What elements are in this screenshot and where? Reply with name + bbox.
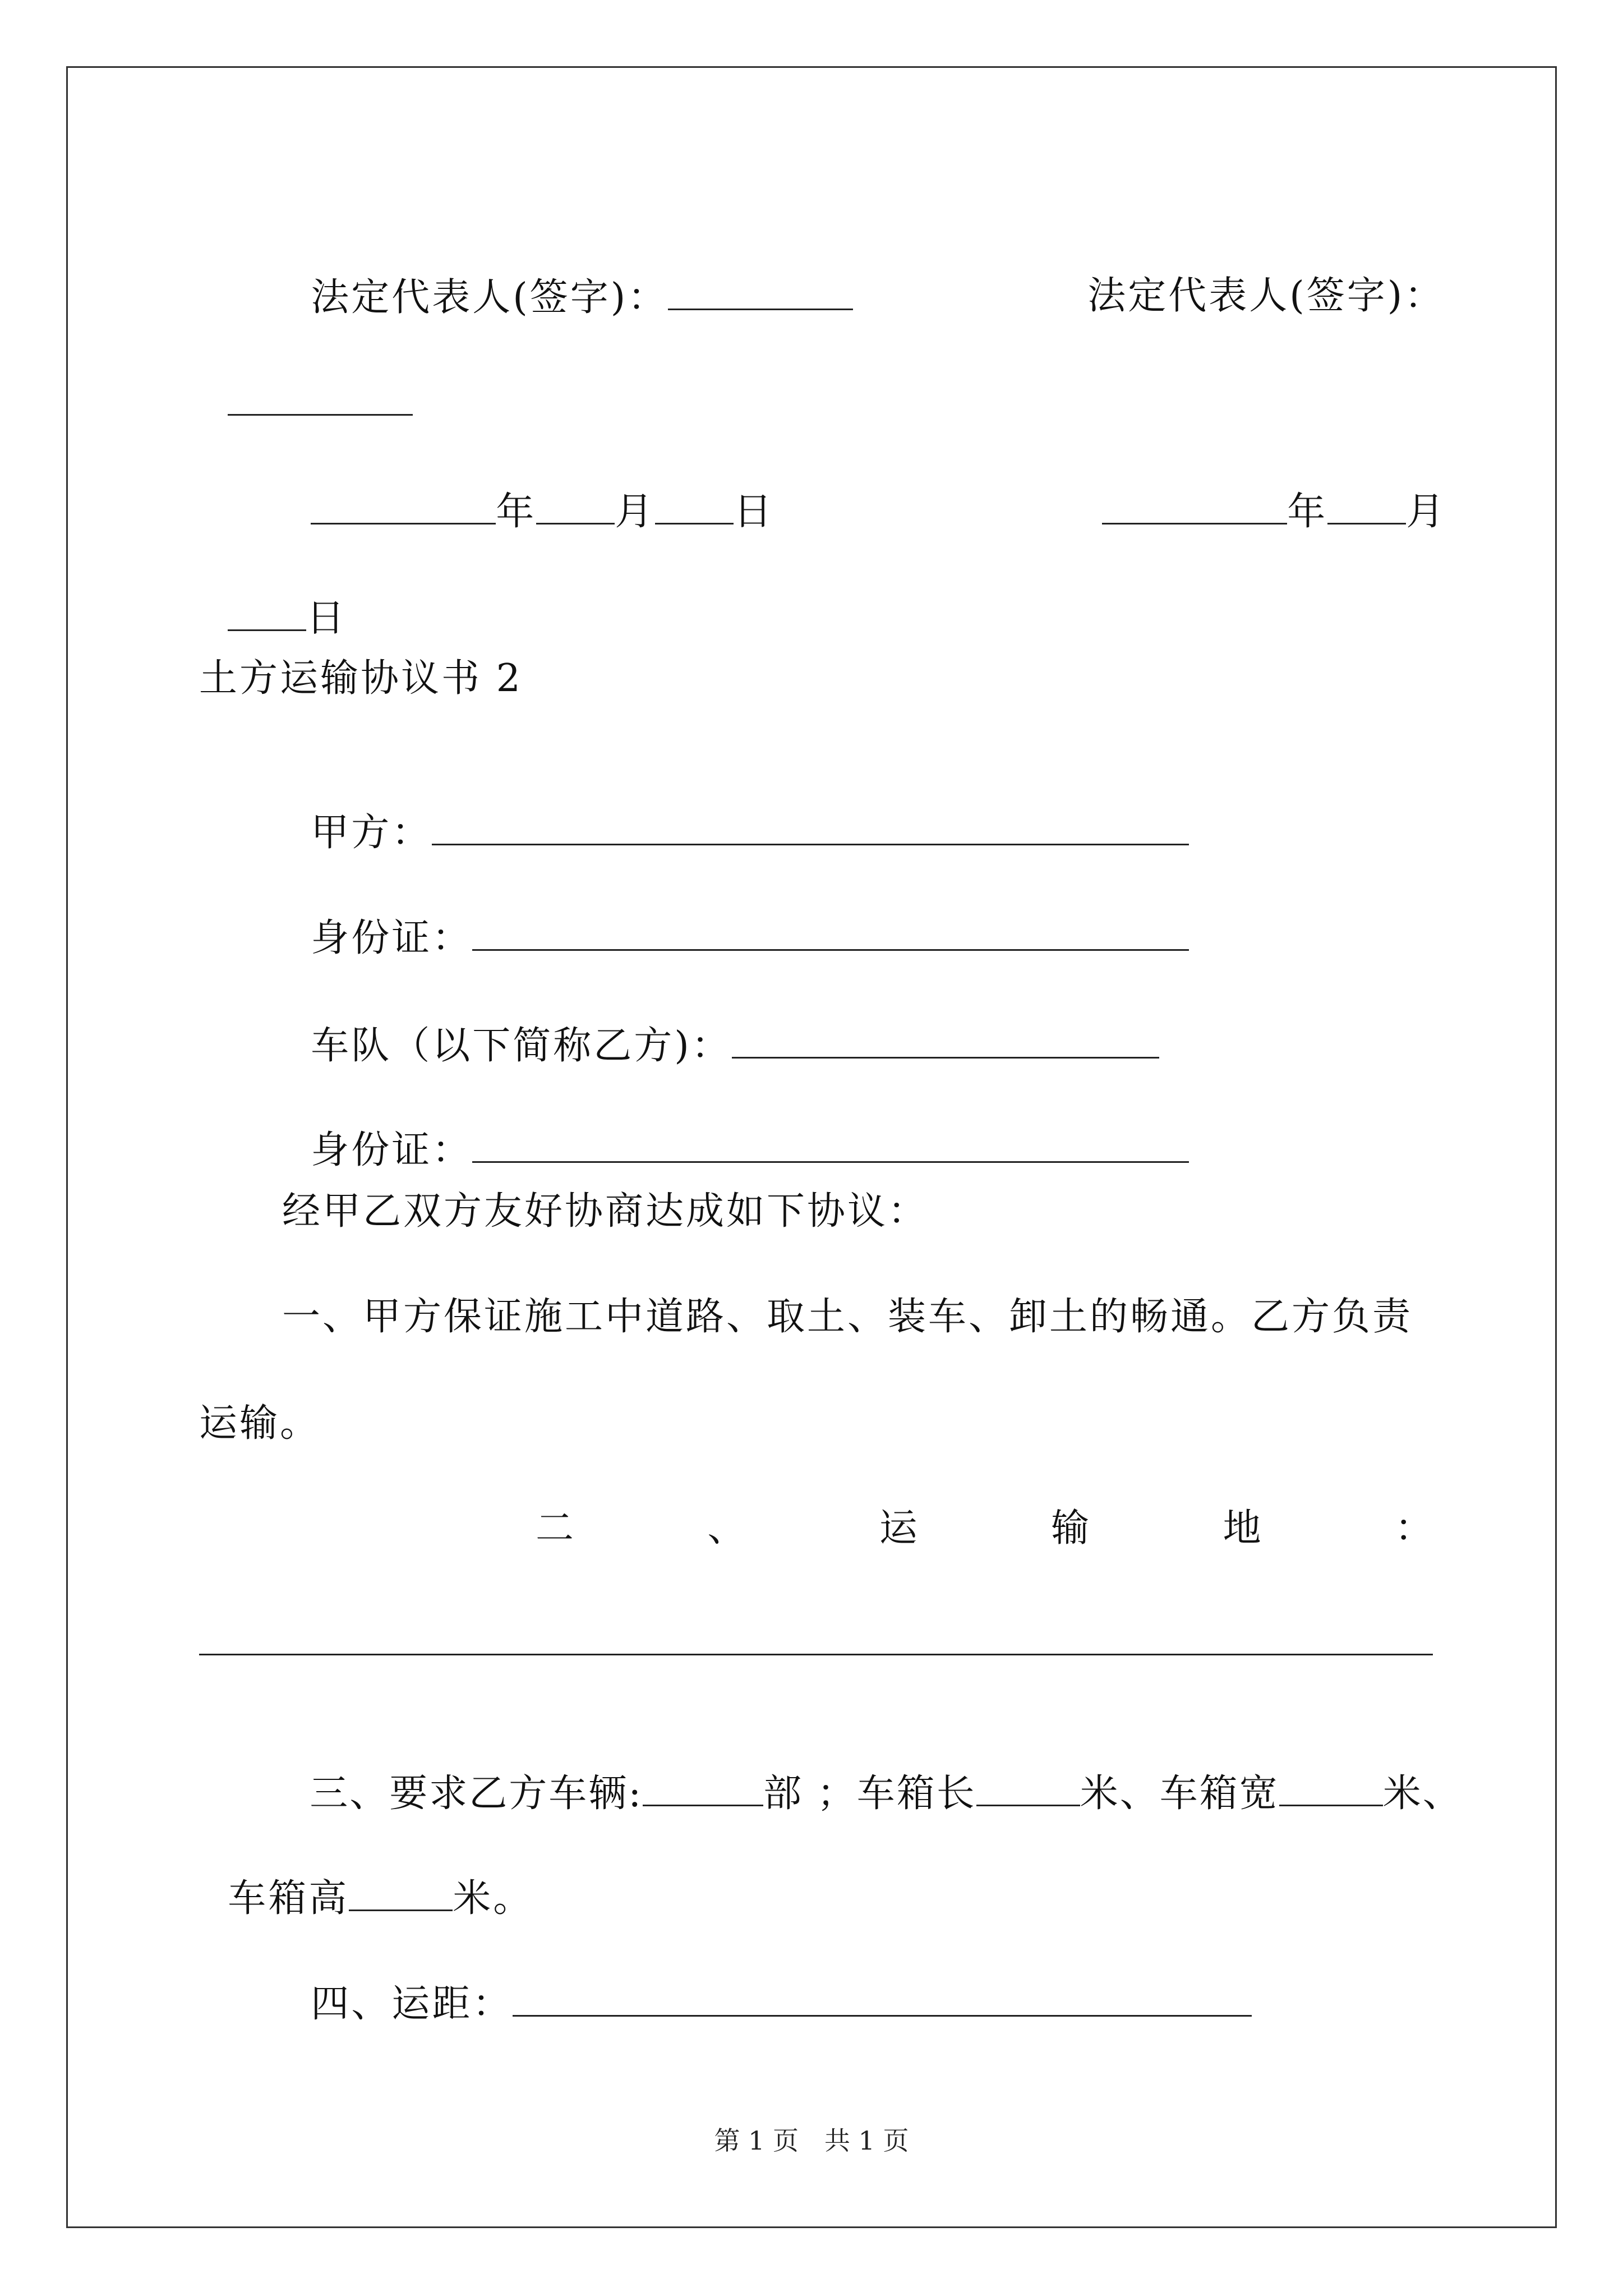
year-label-b: 年	[1287, 490, 1328, 534]
box-width-blank	[1279, 1770, 1383, 1806]
intro-paragraph: 经甲乙双方友好协商达成如下协议：	[282, 1189, 929, 1234]
year-blank-b	[1102, 488, 1287, 524]
clause-2-char-6: ：	[1394, 1506, 1433, 1550]
clause-2-char-2: 、	[707, 1506, 746, 1550]
year-blank-a	[311, 488, 496, 524]
clause-3-line-2	[199, 1830, 533, 1921]
year-label-a: 年	[496, 490, 537, 534]
clause-2-char-5: 地	[1223, 1506, 1261, 1550]
rep-b-blank-line	[199, 334, 413, 426]
rep-b-label: 法定代表人(签字)：	[1087, 274, 1445, 318]
month-blank-b	[1327, 488, 1406, 524]
clause-4-label: 四、运距：	[311, 1982, 513, 2026]
id-card-label-1: 身份证：	[311, 916, 473, 960]
clause-3-prefix: 三、要求乙方车辆:	[310, 1772, 643, 1816]
id-card-blank-2	[472, 1126, 1189, 1163]
fleet-blank	[732, 1022, 1159, 1059]
clause-2-char-4: 输	[1051, 1506, 1090, 1550]
clause-3-mi-end: 米、	[1382, 1772, 1463, 1816]
box-length-blank	[976, 1770, 1080, 1806]
date-a	[282, 443, 774, 535]
day-blank-a	[655, 488, 734, 524]
distance-blank	[513, 1980, 1252, 2017]
month-label-b: 月	[1406, 490, 1447, 534]
date-b	[1073, 443, 1446, 535]
day-label-b: 日	[306, 596, 347, 641]
party-a-field	[282, 764, 1189, 855]
clause-1-line-1: 一、甲方保证施工中道路、取土、装车、卸土的畅通。乙方负责	[282, 1295, 1413, 1339]
date-b-day	[199, 550, 347, 641]
clause-2-blank	[199, 1654, 1433, 1655]
clause-3-end: 米。	[453, 1876, 534, 1921]
clause-2-char-3: 运	[879, 1506, 917, 1550]
rep-a-label: 法定代表人(签字)：	[311, 275, 668, 320]
clause-3-box-height-label: 车箱高	[228, 1876, 349, 1921]
rep-a-blank	[668, 274, 853, 310]
party-a-label: 甲方：	[311, 811, 432, 855]
signature-line-b	[1059, 229, 1445, 319]
month-label-a: 月	[615, 490, 656, 534]
month-blank-a	[536, 488, 615, 524]
party-a-blank	[432, 809, 1189, 845]
document-heading: 土方运输协议书 2	[199, 656, 523, 701]
id-card-label-2: 身份证：	[311, 1128, 473, 1172]
clause-2-char-1: 二	[536, 1506, 574, 1550]
page-number-footer: 第 1 页 共 1 页	[714, 2125, 909, 2156]
fleet-label: 车队（以下简称乙方)：	[311, 1024, 732, 1068]
clause-1-line-2: 运输。	[199, 1401, 321, 1446]
id-card-blank-1	[472, 914, 1189, 951]
rep-b-blank	[228, 379, 413, 416]
fleet-field	[282, 977, 1159, 1069]
clause-2	[199, 1506, 1433, 1551]
day-blank-b	[228, 595, 306, 631]
clause-4	[282, 1935, 1252, 2027]
box-height-blank	[349, 1875, 453, 1911]
clause-3-mi-wide: 米、车箱宽	[1080, 1772, 1279, 1816]
clause-3-unit-bu: 部 ；车箱长	[763, 1772, 976, 1816]
vehicle-count-blank	[643, 1770, 763, 1806]
signature-line-a	[282, 229, 853, 320]
clause-3-line-1	[282, 1725, 1463, 1816]
id-card-field-2	[282, 1082, 1189, 1173]
id-card-field-1	[282, 869, 1189, 961]
day-label-a: 日	[734, 490, 774, 534]
